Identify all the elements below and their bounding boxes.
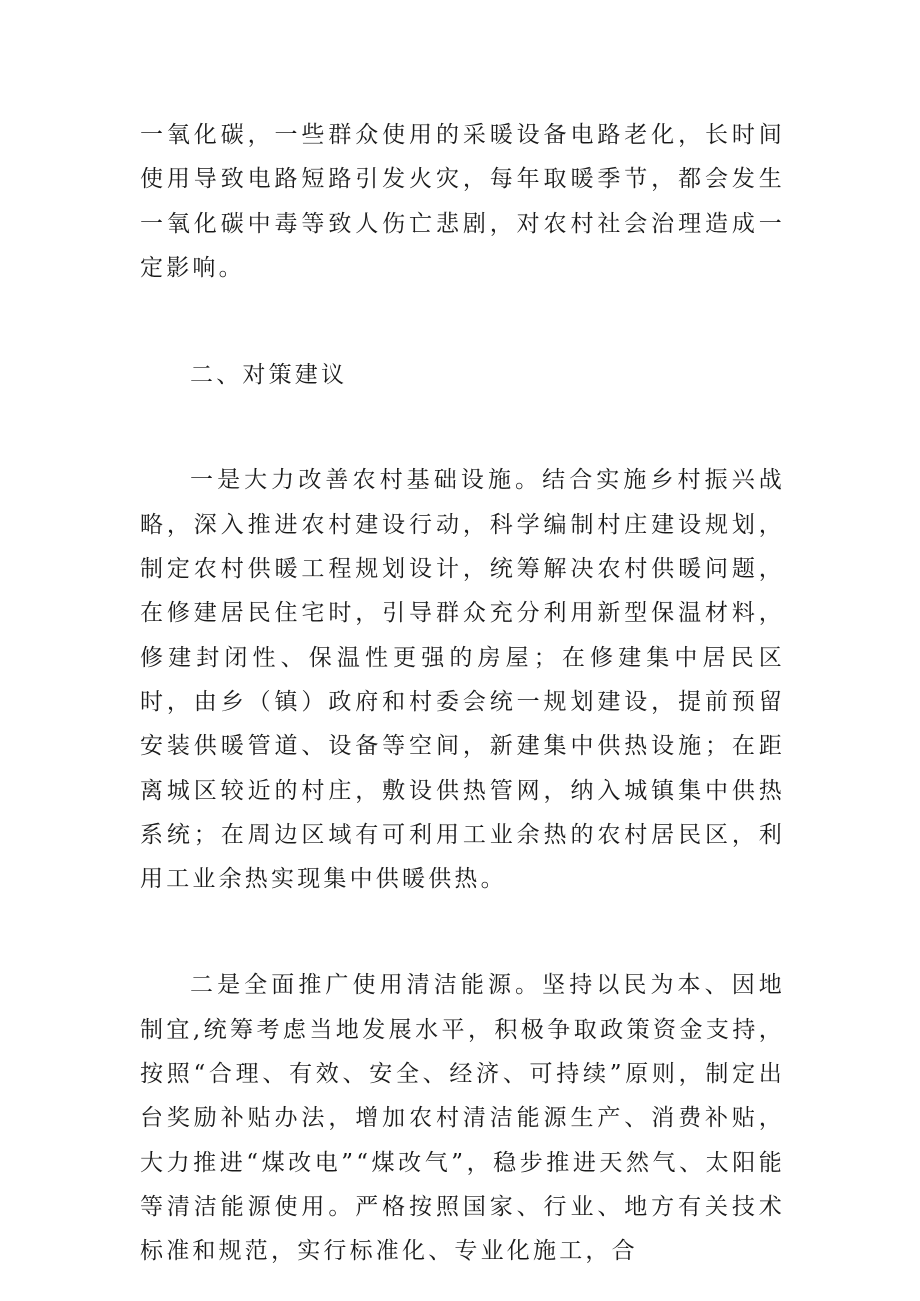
document-body (140, 113, 785, 1274)
paragraph-clean-energy: 二是全面推广使用清洁能源。坚持以民为本、因地制宜,统筹考虑当地发展水平，积极争取政策资金支持，按照“合理、有效、安全、经济、可持续”原则，制定出台奖励补贴办法，增加农村清洁能源生产、消费补贴，大力推进“煤改电”“煤改气”，稳步推进天然气、太阳能等清洁能源使用。严格按照国家、行业、地方有关技术标准和规范，实行标准化、专业化施工，合 (140, 972, 785, 1265)
paragraph-infrastructure: 一是大力改善农村基础设施。结合实施乡村振兴战略，深入推进农村建设行动，科学编制村庄建设规划，制定农村供暖工程规划设计，统筹解决农村供暖问题，在修建居民住宅时，引导群众充分利用新型保温材料，修建封闭性、保温性更强的房屋；在修建集中居民区时，由乡（镇）政府和村委会统一规划建设，提前预留安装供暖管道、设备等空间，新建集中供热设施；在距离城区较近的村庄，敷设供热管网，纳入城镇集中供热系统；在周边区域有可利用工业余热的农村居民区，利用工业余热实现集中供暖供热。 (140, 467, 785, 893)
paragraph-continued: 一氧化碳，一些群众使用的采暖设备电路老化，长时间使用导致电路短路引发火灾，每年取暖季节，都会发生一氧化碳中毒等致人伤亡悲剧，对农村社会治理造成一定影响。 (140, 122, 785, 281)
section-heading: 二、对策建议 (190, 362, 348, 389)
